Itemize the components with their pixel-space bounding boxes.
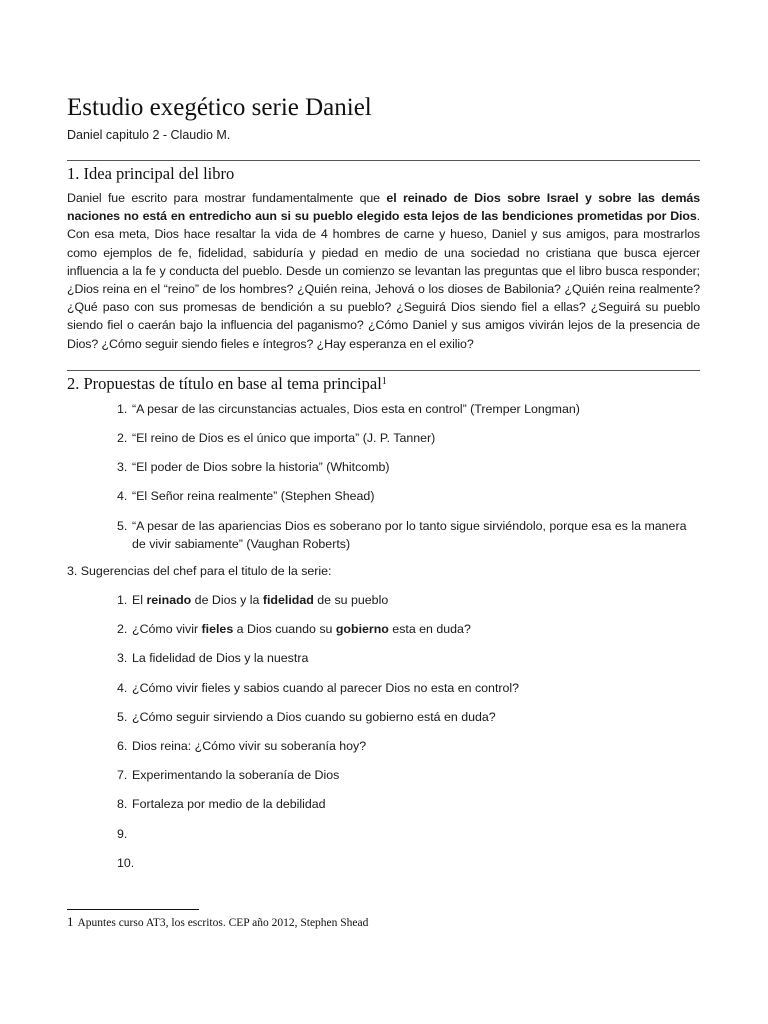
list-item-number: 2. <box>117 431 128 446</box>
list-item-number: 9. <box>117 826 128 841</box>
suggestion-item <box>67 708 700 726</box>
text-fragment: Fortaleza por medio de la debilidad <box>132 797 326 812</box>
section1-paragraph-bold: el reinado de Dios sobre Israel y sobre las demás naciones no está en entredicho aun si su pueblo elegido esta lejos de las bendiciones prometidas por Dios <box>67 191 701 224</box>
footnote-separator <box>67 909 199 910</box>
footnote-text: Apuntes curso AT3, los escritos. CEP año 2012, Stephen Shead <box>77 917 369 929</box>
suggestion-item <box>67 620 700 638</box>
chef-suggestions-list <box>67 591 700 872</box>
title-proposal-item <box>67 429 700 447</box>
section1-paragraph <box>67 189 700 353</box>
title-proposal-item <box>67 400 700 418</box>
section3-intro: 3. Sugerencias del chef para el titulo de la serie: <box>67 564 332 579</box>
list-item-text <box>132 825 700 843</box>
text-fragment: La fidelidad de Dios y la nuestra <box>132 651 309 666</box>
list-item-number: 1. <box>117 593 128 608</box>
footnote-number: 1 <box>67 914 74 929</box>
list-item-number: 1. <box>117 401 128 416</box>
list-item-text <box>132 620 700 638</box>
text-fragment: de Dios y la <box>191 593 263 608</box>
section1-paragraph-end: . Con esa meta, Dios hace resaltar la vida de 4 hombres de carne y hueso, Daniel y sus amigos, para mostrarlos como ejemplos de fe, fidelidad, sabiduría y piedad en medio de una sociedad no cristiana que busca ejercer influencia a la fe y conducta del pueblo. Desde un comienzo se levantan las preguntas que el libro busca responder; ¿Dios reina en el “reino” de los hombres? ¿Quién reina, Jehová o los dioses de Babilonia? ¿Quién reina realmente? ¿Qué paso con sus promesas de bendición a su pueblo? ¿Seguirá Dios siendo fiel a ellas? ¿Seguirá su pueblo siendo fiel o caerán bajo la influencia del paganismo? ¿Cómo Daniel y sus amigos vivirán lejos de la presencia de Dios? ¿Cómo seguir siendo fieles e íntegros? ¿Hay esperanza en el exilio? <box>67 209 700 351</box>
list-item-number: 7. <box>117 768 128 783</box>
list-item-text <box>132 649 700 667</box>
suggestion-item <box>67 737 700 755</box>
section1-rule <box>67 160 700 161</box>
list-item-text <box>132 854 700 872</box>
text-fragment: ¿Cómo seguir sirviendo a Dios cuando su gobierno está en duda? <box>132 709 496 724</box>
emphasis-text: fidelidad <box>262 593 314 608</box>
suggestion-item <box>67 649 700 667</box>
text-fragment: Dios reina: ¿Cómo vivir su soberanía hoy? <box>132 739 367 754</box>
list-item-text: “El Señor reina realmente” (Stephen Shead) <box>132 489 375 504</box>
list-item-number: 8. <box>117 797 128 812</box>
text-fragment: El <box>132 593 147 608</box>
list-item-number: 5. <box>117 518 128 533</box>
list-item-number: 10. <box>117 855 135 870</box>
list-item-text: “A pesar de las circunstancias actuales, Dios esta en control” (Tremper Longman) <box>132 401 580 416</box>
suggestion-item <box>67 825 700 843</box>
list-item-number: 5. <box>117 709 128 724</box>
title-proposal-item <box>67 458 700 476</box>
emphasis-text: fieles <box>201 622 234 637</box>
suggestion-item <box>67 795 700 813</box>
list-item-number: 3. <box>117 460 128 475</box>
list-item-text <box>132 737 700 755</box>
title-proposals-list <box>67 400 700 553</box>
list-item-number: 2. <box>117 622 128 637</box>
section2-heading <box>67 373 700 395</box>
footnote <box>67 914 368 931</box>
title-proposal-item <box>67 517 700 553</box>
document-title: Estudio exegético serie Daniel <box>67 94 372 121</box>
list-item-number: 4. <box>117 489 128 504</box>
section1-paragraph-start: Daniel fue escrito para mostrar fundamentalmente que <box>67 191 387 205</box>
list-item-number: 3. <box>117 651 128 666</box>
title-proposal-item <box>67 487 700 505</box>
emphasis-text: reinado <box>146 593 192 608</box>
text-fragment: Experimentando la soberanía de Dios <box>132 768 340 783</box>
list-item-number: 4. <box>117 680 128 695</box>
text-fragment: a Dios cuando su <box>233 622 336 637</box>
text-fragment: esta en duda? <box>388 622 471 637</box>
list-item-text <box>132 708 700 726</box>
suggestion-item <box>67 766 700 784</box>
document-subtitle: Daniel capitulo 2 - Claudio M. <box>67 128 231 142</box>
list-item-text: “A pesar de las apariencias Dios es soberano por lo tanto sigue sirviéndolo, porque esa es la manera de vivir sabiamente” (Vaughan Roberts) <box>132 518 687 551</box>
text-fragment: ¿Cómo vivir <box>132 622 202 637</box>
suggestion-item <box>67 679 700 697</box>
list-item-text: “El reino de Dios es el único que importa” (J. P. Tanner) <box>132 431 436 446</box>
list-item-text <box>132 795 700 813</box>
emphasis-text: gobierno <box>335 622 389 637</box>
suggestion-item <box>67 591 700 609</box>
suggestion-item <box>67 854 700 872</box>
list-item-text <box>132 679 700 697</box>
list-item-text: “El poder de Dios sobre la historia” (Whitcomb) <box>132 460 390 475</box>
footnote-reference[interactable]: 1 <box>381 375 387 387</box>
section2-heading-text: 2. Propuestas de título en base al tema principal <box>67 373 382 393</box>
list-item-text <box>132 766 700 784</box>
text-fragment: ¿Cómo vivir fieles y sabios cuando al parecer Dios no esta en control? <box>132 680 520 695</box>
section2-rule <box>67 370 700 371</box>
page-content <box>67 92 700 872</box>
list-item-text <box>132 591 700 609</box>
text-fragment: de su pueblo <box>313 593 389 608</box>
section1-heading: 1. Idea principal del libro <box>67 164 235 183</box>
list-item-number: 6. <box>117 739 128 754</box>
